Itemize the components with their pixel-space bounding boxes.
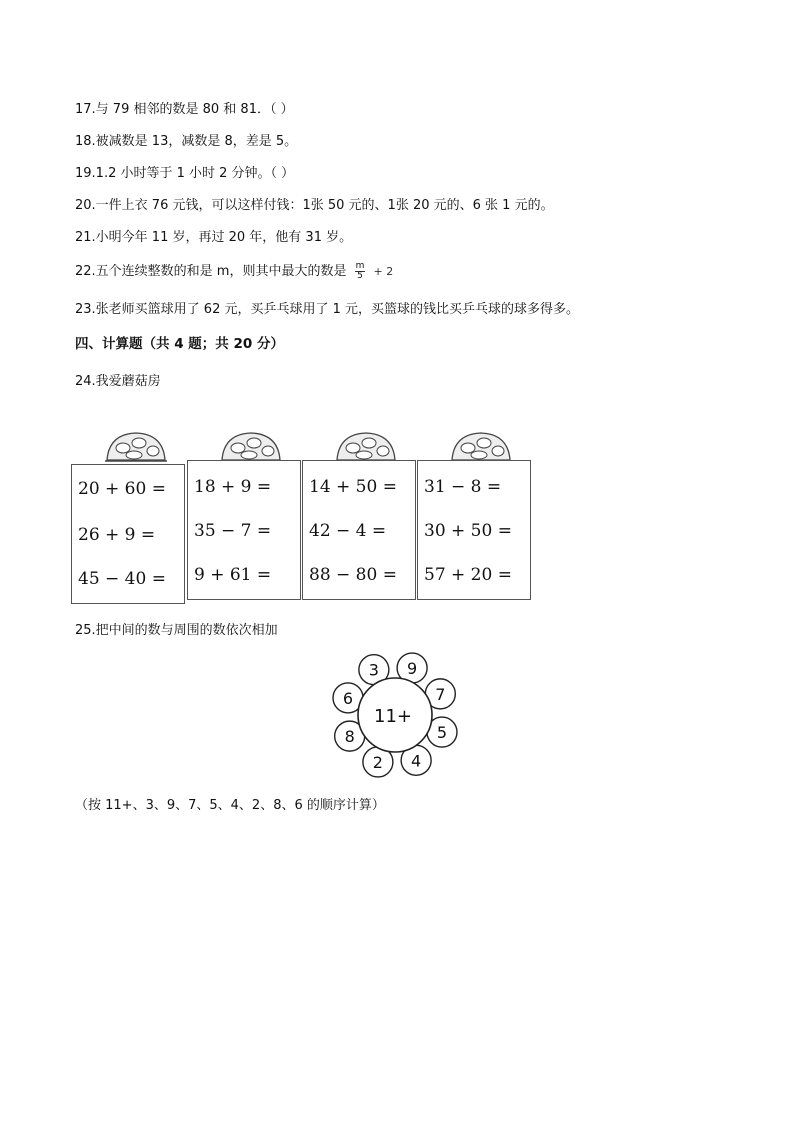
flower-petal-label: 7 <box>435 684 446 704</box>
equation: 20 + 60 = <box>78 479 166 499</box>
question-22-suffix: + 2 <box>373 265 394 278</box>
flower-petal-label: 8 <box>344 727 355 747</box>
fraction <box>355 262 366 281</box>
fraction-numerator: m <box>355 261 365 271</box>
flower-petal-label: 6 <box>342 688 354 708</box>
flower-petal-label: 3 <box>368 660 379 680</box>
mushroom-cap-icon <box>101 428 171 466</box>
question-24-title: 24.我爱蘑菇房 <box>75 374 161 389</box>
question-17: 17.与 79 相邻的数是 80 和 81．（ ） <box>75 102 294 117</box>
equation: 14 + 50 = <box>309 477 397 497</box>
flower-petal-label: 9 <box>407 659 418 679</box>
fraction-denominator: 5 <box>357 271 363 281</box>
question-20: 20.一件上衣 76 元钱，可以这样付钱：1张 50 元的、1张 20 元的、6 张 1 元的。 <box>75 198 554 213</box>
question-21: 21.小明今年 11 岁，再过 20 年，他有 31 岁。 <box>75 230 353 245</box>
flower-petal-label: 5 <box>436 723 448 743</box>
equation: 88 − 80 = <box>309 565 397 585</box>
mushroom-houses <box>71 428 535 606</box>
equation: 30 + 50 = <box>424 521 512 541</box>
number-flower <box>330 650 460 780</box>
equation: 31 − 8 = <box>424 477 502 497</box>
question-19: 19.1.2 小时等于 1 小时 2 分钟。（ ） <box>75 166 295 181</box>
equation: 45 − 40 = <box>78 569 166 589</box>
equation: 26 + 9 = <box>78 525 156 545</box>
question-22-text: 22.五个连续整数的和是 m，则其中最大的数是 <box>75 264 347 279</box>
question-23: 23.张老师买篮球用了 62 元，买乒乓球用了 1 元，买篮球的钱比买乒乓球的球多得多。 <box>75 302 580 317</box>
question-25-note: （按 11+、3、9、7、5、4、2、8、6 的顺序计算） <box>75 798 385 813</box>
house-3 <box>302 460 416 600</box>
house-2 <box>187 460 301 600</box>
house-1 <box>71 464 185 604</box>
equation: 18 + 9 = <box>194 477 272 497</box>
section-title: 四、计算题（共 4 题；共 20 分） <box>75 336 284 352</box>
flower-petal-label: 2 <box>372 752 383 772</box>
flower-center-label: 11+ <box>374 706 412 727</box>
equation: 35 − 7 = <box>194 521 272 541</box>
equation: 42 − 4 = <box>309 521 387 541</box>
question-25-title: 25.把中间的数与周围的数依次相加 <box>75 623 278 638</box>
question-18: 18.被减数是 13，减数是 8，差是 5。 <box>75 134 298 149</box>
equation: 9 + 61 = <box>194 565 272 585</box>
question-22 <box>75 262 393 281</box>
equation: 57 + 20 = <box>424 565 512 585</box>
flower-petal-label: 4 <box>411 751 422 771</box>
house-4 <box>417 460 531 600</box>
